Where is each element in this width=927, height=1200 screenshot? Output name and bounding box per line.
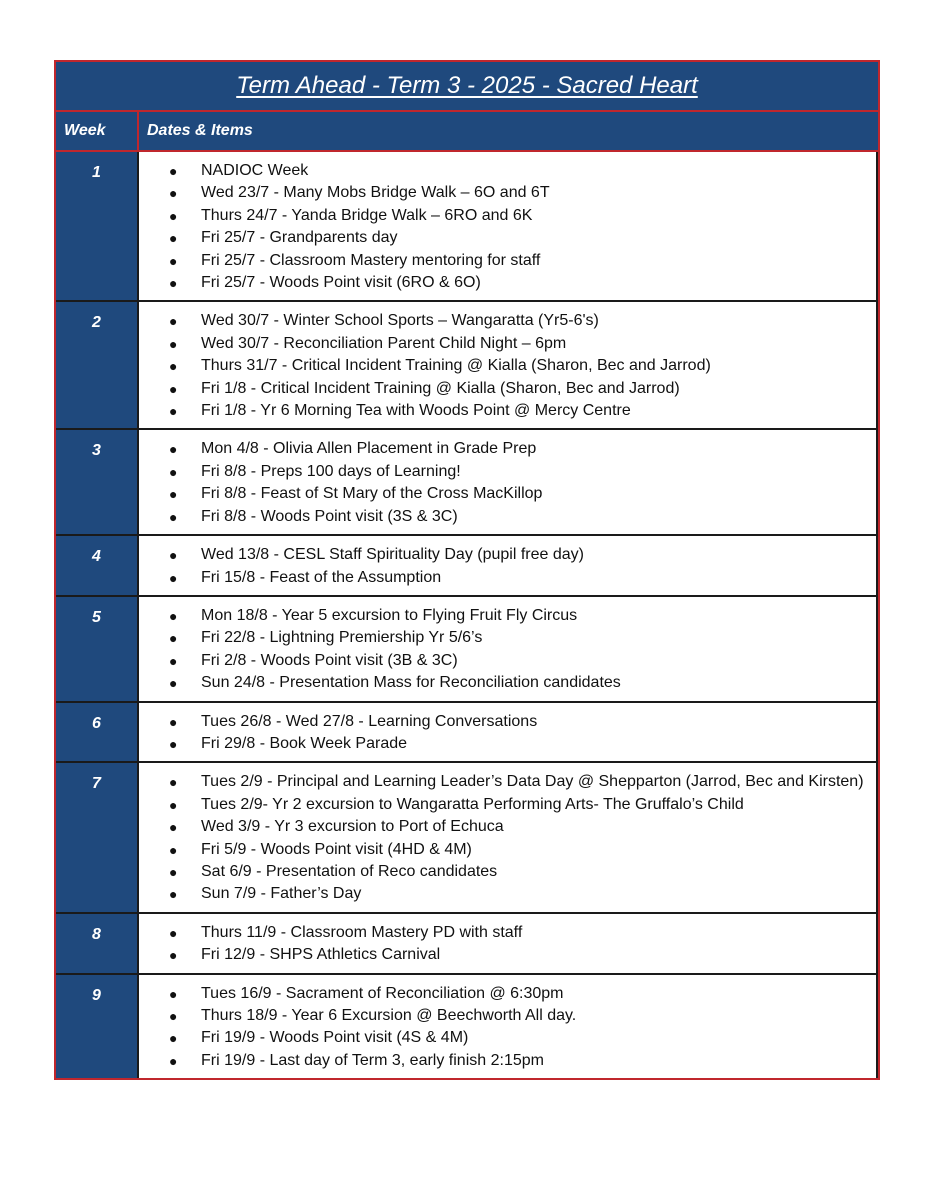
week-items-cell (139, 763, 878, 911)
event-text: Fri 8/8 - Preps 100 days of Learning! (201, 462, 461, 480)
bullet-icon: ● (169, 774, 178, 791)
event-text: Thurs 11/9 - Classroom Mastery PD with staff (201, 923, 523, 941)
event-item (139, 461, 876, 483)
bullet-icon: ● (169, 275, 178, 292)
bullet-icon: ● (169, 252, 178, 269)
event-item (139, 733, 876, 755)
bullet-icon: ● (169, 380, 178, 397)
bullet-icon: ● (169, 1052, 178, 1069)
week-number: 1 (56, 152, 139, 300)
week-items-cell (139, 430, 878, 534)
event-text: Fri 8/8 - Woods Point visit (3S & 3C) (201, 507, 458, 525)
event-text: Fri 5/9 - Woods Point visit (4HD & 4M) (201, 840, 472, 858)
term-table (54, 60, 880, 1080)
bullet-icon: ● (169, 607, 178, 624)
week-rows (56, 152, 878, 1080)
bullet-icon: ● (169, 403, 178, 420)
bullet-icon: ● (169, 886, 178, 903)
event-item (139, 983, 876, 1005)
event-item (139, 333, 876, 355)
header-row (56, 112, 878, 152)
event-list (139, 310, 876, 422)
week-items-cell (139, 703, 878, 762)
event-text: Wed 30/7 - Winter School Sports – Wangaratta (Yr5-6's) (201, 312, 599, 330)
week-items-cell (139, 152, 878, 300)
event-text: Fri 25/7 - Grandparents day (201, 229, 398, 247)
event-item (139, 272, 876, 294)
event-item (139, 205, 876, 227)
event-list (139, 438, 876, 528)
event-item (139, 883, 876, 905)
event-text: Fri 25/7 - Classroom Mastery mentoring for staff (201, 251, 541, 269)
bullet-icon: ● (169, 230, 178, 247)
event-list (139, 160, 876, 294)
event-item (139, 1005, 876, 1027)
week-row (56, 975, 878, 1081)
event-text: Thurs 24/7 - Yanda Bridge Walk – 6RO and 6K (201, 206, 533, 224)
event-item (139, 627, 876, 649)
bullet-icon: ● (169, 358, 178, 375)
event-item (139, 1027, 876, 1049)
event-text: Tues 2/9 - Principal and Learning Leader’s Data Day @ Shepparton (Jarrod, Bec and Kirsten) (201, 773, 864, 791)
event-text: Fri 22/8 - Lightning Premiership Yr 5/6’s (201, 629, 483, 647)
event-item (139, 310, 876, 332)
event-list (139, 771, 876, 905)
event-item (139, 355, 876, 377)
week-row (56, 430, 878, 536)
event-text: Tues 16/9 - Sacrament of Reconciliation @ 6:30pm (201, 984, 564, 1002)
week-number: 8 (56, 914, 139, 973)
event-text: Wed 30/7 - Reconciliation Parent Child Night – 6pm (201, 334, 567, 352)
bullet-icon: ● (169, 863, 178, 880)
week-number: 4 (56, 536, 139, 595)
event-item (139, 794, 876, 816)
event-item (139, 650, 876, 672)
week-row (56, 597, 878, 703)
event-item (139, 438, 876, 460)
event-item (139, 483, 876, 505)
event-text: Fri 29/8 - Book Week Parade (201, 734, 408, 752)
title-row (56, 62, 878, 112)
bullet-icon: ● (169, 163, 178, 179)
bullet-icon: ● (169, 735, 178, 752)
bullet-icon: ● (169, 1008, 178, 1024)
event-text: Tues 26/8 - Wed 27/8 - Learning Conversations (201, 712, 538, 730)
week-row (56, 703, 878, 764)
event-text: Wed 13/8 - CESL Staff Spirituality Day (pupil free day) (201, 546, 584, 564)
event-item (139, 250, 876, 272)
event-text: Wed 3/9 - Yr 3 excursion to Port of Echuca (201, 818, 504, 836)
week-items-cell (139, 914, 878, 973)
event-text: Sun 24/8 - Presentation Mass for Reconciliation candidates (201, 674, 621, 692)
event-text: Fri 15/8 - Feast of the Assumption (201, 568, 442, 586)
bullet-icon: ● (169, 569, 178, 586)
bullet-icon: ● (169, 1030, 178, 1047)
event-item (139, 160, 876, 182)
week-number: 6 (56, 703, 139, 762)
week-number: 7 (56, 763, 139, 911)
bullet-icon: ● (169, 441, 178, 458)
event-item (139, 839, 876, 861)
event-text: Sun 7/9 - Father’s Day (201, 885, 362, 903)
event-item (139, 567, 876, 589)
bullet-icon: ● (169, 486, 178, 503)
bullet-icon: ● (169, 947, 178, 964)
event-item (139, 711, 876, 733)
event-list (139, 605, 876, 695)
items-column-header: Dates & Items (147, 122, 253, 139)
event-item (139, 922, 876, 944)
event-item (139, 182, 876, 204)
event-text: Mon 4/8 - Olivia Allen Placement in Grade Prep (201, 440, 537, 458)
bullet-icon: ● (169, 508, 178, 525)
event-item (139, 544, 876, 566)
week-column-header: Week (56, 112, 139, 150)
bullet-icon: ● (169, 652, 178, 669)
event-item (139, 944, 876, 966)
event-text: Mon 18/8 - Year 5 excursion to Flying Fruit Fly Circus (201, 606, 578, 624)
week-row (56, 763, 878, 913)
week-items-cell (139, 536, 878, 595)
document-title: Term Ahead - Term 3 - 2025 - Sacred Heart (236, 72, 698, 99)
event-text: Thurs 31/7 - Critical Incident Training @ Kialla (Sharon, Bec and Jarrod) (201, 357, 711, 375)
week-row (56, 152, 878, 302)
week-number: 5 (56, 597, 139, 701)
event-item (139, 378, 876, 400)
week-number: 9 (56, 975, 139, 1079)
event-text: Sat 6/9 - Presentation of Reco candidates (201, 862, 498, 880)
event-item (139, 672, 876, 694)
event-list (139, 922, 876, 967)
event-text: Wed 23/7 - Many Mobs Bridge Walk – 6O and 6T (201, 184, 550, 202)
event-list (139, 711, 876, 756)
week-items-cell (139, 597, 878, 701)
bullet-icon: ● (169, 630, 178, 647)
bullet-icon: ● (169, 841, 178, 858)
week-row (56, 302, 878, 430)
bullet-icon: ● (169, 675, 178, 692)
event-list (139, 983, 876, 1073)
bullet-icon: ● (169, 796, 178, 813)
bullet-icon: ● (169, 924, 178, 941)
event-item (139, 816, 876, 838)
week-items-cell (139, 302, 878, 428)
week-items-cell (139, 975, 878, 1079)
week-number: 2 (56, 302, 139, 428)
event-item (139, 400, 876, 422)
event-item (139, 227, 876, 249)
event-item (139, 506, 876, 528)
event-text: Fri 25/7 - Woods Point visit (6RO & 6O) (201, 274, 481, 292)
bullet-icon: ● (169, 713, 178, 730)
week-row (56, 914, 878, 975)
event-text: NADIOC Week (201, 162, 309, 179)
bullet-icon: ● (169, 547, 178, 564)
bullet-icon: ● (169, 819, 178, 836)
event-text: Fri 2/8 - Woods Point visit (3B & 3C) (201, 651, 458, 669)
event-text: Fri 1/8 - Critical Incident Training @ Kialla (Sharon, Bec and Jarrod) (201, 379, 680, 397)
event-text: Thurs 18/9 - Year 6 Excursion @ Beechworth All day. (201, 1007, 577, 1024)
event-text: Fri 12/9 - SHPS Athletics Carnival (201, 946, 441, 964)
event-text: Tues 2/9- Yr 2 excursion to Wangaratta Performing Arts- The Gruffalo’s Child (201, 795, 744, 813)
week-row (56, 536, 878, 597)
bullet-icon: ● (169, 335, 178, 352)
event-text: Fri 19/9 - Woods Point visit (4S & 4M) (201, 1029, 469, 1047)
event-item (139, 605, 876, 627)
event-text: Fri 1/8 - Yr 6 Morning Tea with Woods Point @ Mercy Centre (201, 402, 631, 420)
bullet-icon: ● (169, 185, 178, 202)
event-list (139, 544, 876, 589)
bullet-icon: ● (169, 313, 178, 330)
event-item (139, 771, 876, 793)
week-number: 3 (56, 430, 139, 534)
event-text: Fri 19/9 - Last day of Term 3, early finish 2:15pm (201, 1051, 544, 1069)
event-item (139, 1050, 876, 1072)
event-text: Fri 8/8 - Feast of St Mary of the Cross MacKillop (201, 485, 543, 503)
bullet-icon: ● (169, 463, 178, 480)
bullet-icon: ● (169, 207, 178, 224)
bullet-icon: ● (169, 985, 178, 1002)
event-item (139, 861, 876, 883)
